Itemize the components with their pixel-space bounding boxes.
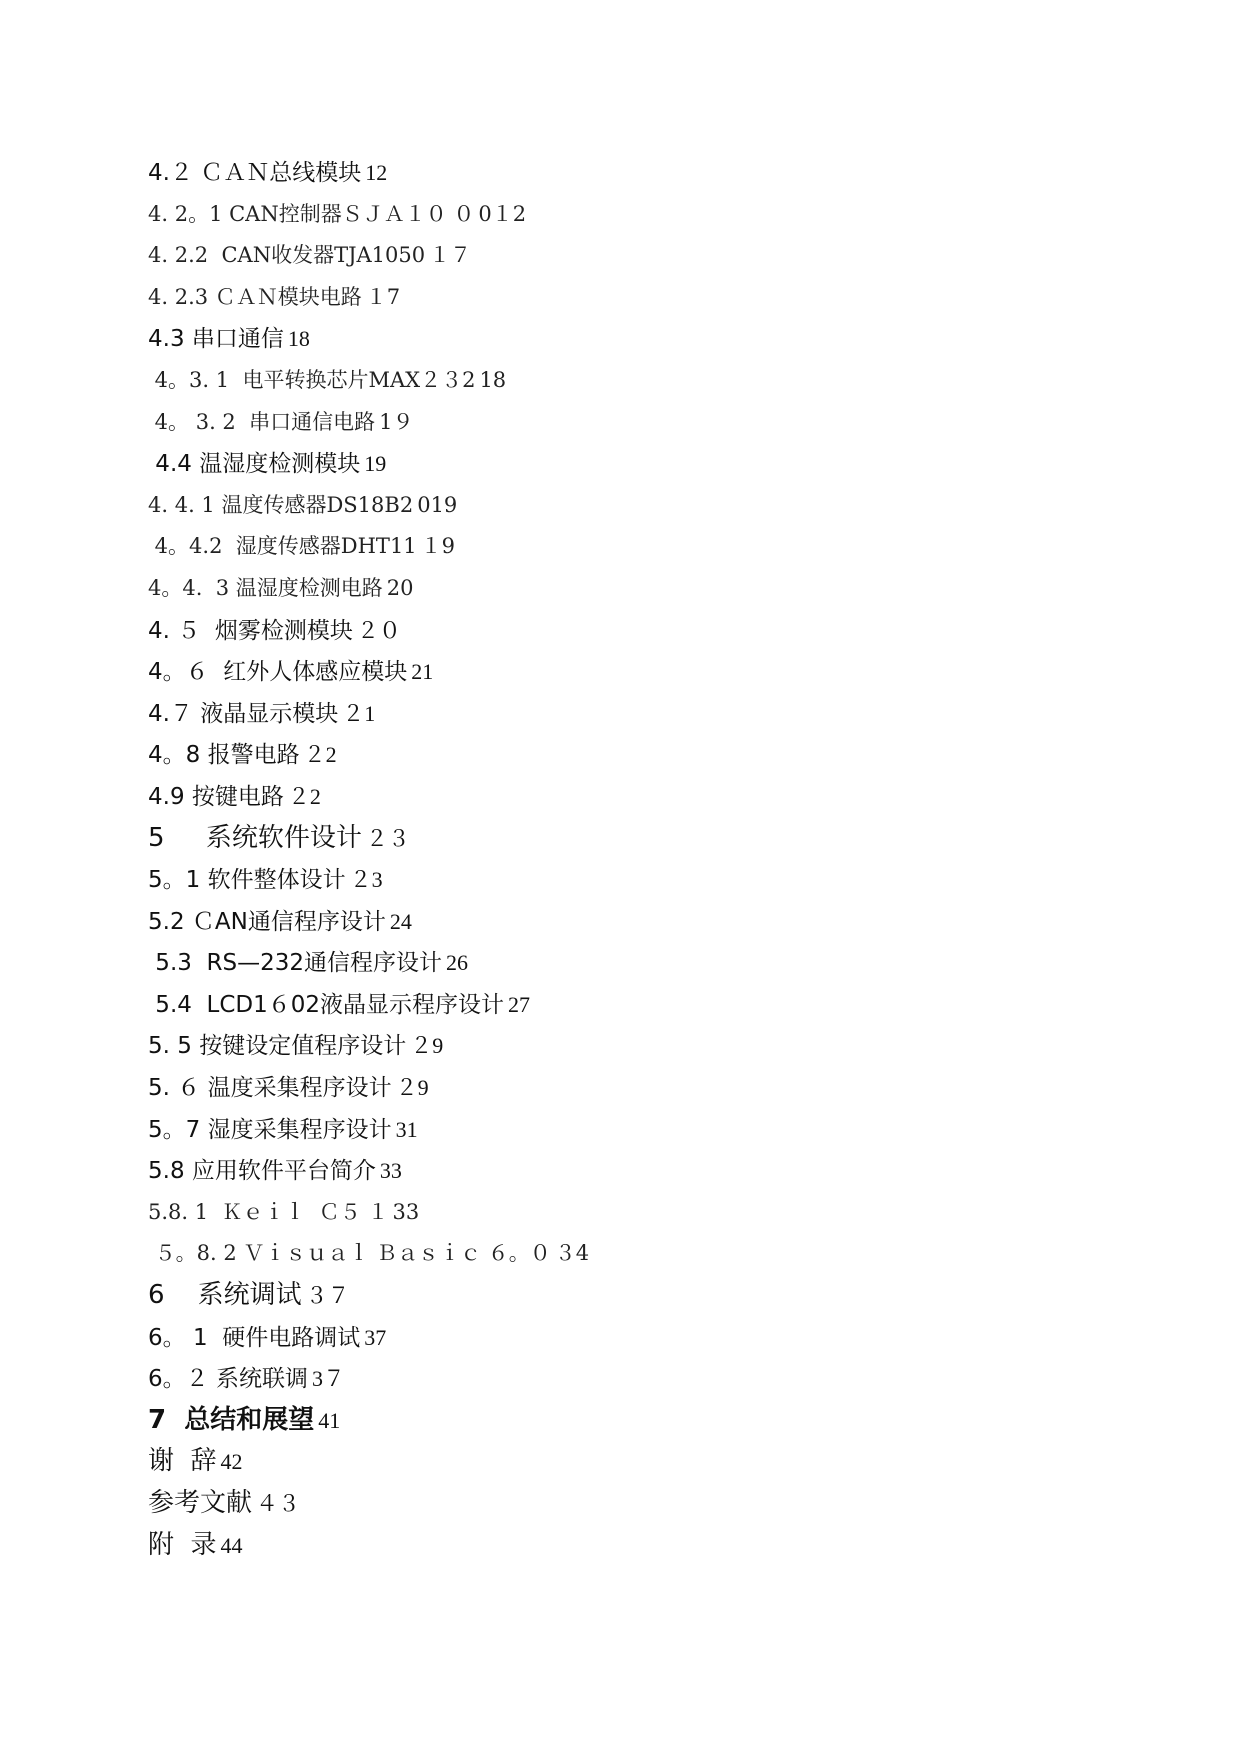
toc-entry-title: 4. ５ 烟雾检测模块: [148, 617, 353, 644]
toc-entry-title: 6。 1 硬件电路调试: [148, 1324, 361, 1351]
toc-entry: [148, 1358, 1148, 1400]
toc-entry-page: ２３: [365, 825, 410, 851]
toc-entry: [148, 568, 1148, 610]
toc-entry-title: 4.２ ＣＡＮ总线模块: [148, 160, 362, 186]
toc-entry: [148, 277, 1148, 319]
toc-entry: [148, 360, 1148, 402]
toc-entry: [148, 901, 1148, 943]
toc-entry-page: 18: [479, 367, 507, 392]
toc-entry: [148, 1025, 1148, 1067]
toc-entry-title: 7 总结和展望: [148, 1404, 315, 1435]
toc-entry: [148, 152, 1148, 194]
toc-entry-title: 4.７ 液晶显示模块: [148, 700, 339, 727]
toc-entry: [148, 1150, 1148, 1192]
toc-entry-title: 5。1 软件整体设计: [148, 867, 346, 894]
toc-entry-title: 5.2 ＣAN通信程序设计: [148, 908, 386, 935]
toc-entry: [148, 984, 1148, 1026]
toc-entry-page: 18: [287, 326, 310, 352]
toc-entry-page: 31: [395, 1116, 418, 1142]
toc-entry-page: 41: [318, 1407, 341, 1433]
toc-entry-title: 4。4.2 湿度传感器DHT11: [148, 534, 417, 559]
toc-entry-page: 27: [508, 991, 530, 1017]
toc-entry-title: 参考文献: [148, 1488, 253, 1518]
toc-chapter-entry: [148, 1275, 1148, 1317]
toc-entry-page: １7: [365, 284, 401, 309]
toc-entry-page: 33: [379, 1158, 402, 1184]
toc-entry-page: ３７: [305, 1283, 350, 1309]
toc-entry: [148, 235, 1148, 277]
toc-entry-title: 5.3 RS—232通信程序设计: [148, 950, 442, 977]
table-of-contents: [148, 152, 1148, 1566]
toc-chapter-entry: [148, 1400, 1148, 1442]
toc-entry-title: 谢 辞: [148, 1446, 217, 1477]
toc-entry-page: 26: [446, 950, 468, 976]
toc-entry-page: ２9: [395, 1075, 429, 1101]
toc-entry-page: ２2: [287, 783, 321, 809]
toc-entry-title: ５。8. 2 Ｖｉｓｕａｌ Ｂａｓｉｃ ６。０: [148, 1241, 551, 1266]
toc-entry-page: ２9: [410, 1033, 444, 1059]
toc-entry: [148, 1233, 1148, 1275]
toc-entry-page: 33: [392, 1199, 420, 1224]
toc-entry: [148, 734, 1148, 776]
toc-entry-title: 4。4. 3 温湿度检测电路: [148, 575, 383, 600]
toc-entry-page: 44: [220, 1532, 243, 1558]
toc-entry-page: 20: [386, 575, 414, 600]
toc-entry-page: ２０: [356, 617, 401, 643]
toc-entry-title: 5.4 LCD1６02液晶显示程序设计: [148, 991, 504, 1018]
toc-entry-title: 5.8. 1 Ｋｅｉｌ Ｃ５ １: [148, 1199, 389, 1224]
toc-entry-page: 0１2: [478, 201, 527, 226]
toc-entry: [148, 402, 1148, 444]
toc-entry-page: １9: [420, 534, 456, 559]
toc-entry-title: 附 录: [148, 1529, 217, 1560]
toc-entry-title: 5. 5 按键设定值程序设计: [148, 1033, 407, 1060]
toc-entry-title: 4。8 报警电路: [148, 742, 300, 769]
toc-entry-title: 4. 2。1 CAN控制器ＳＪＡ１０ ０: [148, 201, 475, 226]
toc-entry-page: ２1: [342, 700, 376, 726]
toc-chapter-entry: [148, 1441, 1148, 1483]
toc-entry-title: 5. ６ 温度采集程序设计: [148, 1075, 392, 1102]
toc-entry: [148, 443, 1148, 485]
toc-entry-title: 5 系统软件设计: [148, 822, 362, 853]
toc-chapter-entry: [148, 1525, 1148, 1567]
toc-entry-title: 4. 2.2 CAN收发器TJA1050: [148, 243, 426, 268]
toc-entry: [148, 1317, 1148, 1359]
toc-entry-title: 6。２ 系统联调: [148, 1366, 308, 1393]
toc-entry: [148, 651, 1148, 693]
toc-entry: [148, 610, 1148, 652]
toc-entry-title: 5。7 湿度采集程序设计: [148, 1116, 392, 1143]
toc-entry: [148, 194, 1148, 236]
toc-entry-page: 019: [417, 492, 458, 517]
toc-entry: [148, 526, 1148, 568]
toc-entry-page: 42: [220, 1449, 243, 1475]
toc-entry: [148, 1109, 1148, 1151]
toc-entry-page: 19: [364, 451, 387, 477]
toc-entry-title: 4。3. 1 电平转换芯片MAX２３2: [148, 367, 476, 392]
toc-entry: [148, 485, 1148, 527]
toc-entry-title: 4.4 温湿度检测模块: [148, 451, 361, 478]
toc-entry-page: 21: [411, 659, 434, 685]
toc-entry-page: ３4: [554, 1241, 590, 1266]
toc-entry: [148, 942, 1148, 984]
toc-entry-title: 4。６ 红外人体感应模块: [148, 659, 408, 686]
toc-entry-page: 37: [364, 1324, 387, 1350]
toc-entry-page: 1９: [379, 409, 414, 434]
toc-entry-page: 12: [365, 160, 388, 185]
toc-entry: [148, 859, 1148, 901]
toc-entry-page: 3７: [311, 1366, 345, 1392]
toc-entry-title: 4. 4. 1 温度传感器DS18B2: [148, 492, 414, 517]
toc-entry-title: 5.8 应用软件平台简介: [148, 1158, 376, 1185]
toc-entry-page: ２3: [349, 867, 383, 893]
toc-entry: [148, 318, 1148, 360]
toc-entry: [148, 776, 1148, 818]
toc-entry-title: 6 系统调试: [148, 1280, 302, 1311]
toc-entry-title: 4. 2.3 ＣＡＮ模块电路: [148, 284, 362, 309]
toc-entry-page: ２2: [303, 742, 337, 768]
toc-entry-page: ４３: [256, 1491, 301, 1516]
toc-entry-page: 24: [389, 908, 412, 934]
toc-entry-title: 4.3 串口通信: [148, 326, 284, 353]
toc-entry: [148, 693, 1148, 735]
toc-entry-title: 4.9 按键电路: [148, 783, 284, 810]
toc-chapter-entry: [148, 818, 1148, 860]
toc-entry: [148, 1192, 1148, 1234]
toc-chapter-entry: [148, 1483, 1148, 1525]
toc-entry: [148, 1067, 1148, 1109]
toc-entry-title: 4。 3. 2 串口通信电路: [148, 409, 376, 434]
toc-entry-page: １７: [429, 243, 472, 268]
